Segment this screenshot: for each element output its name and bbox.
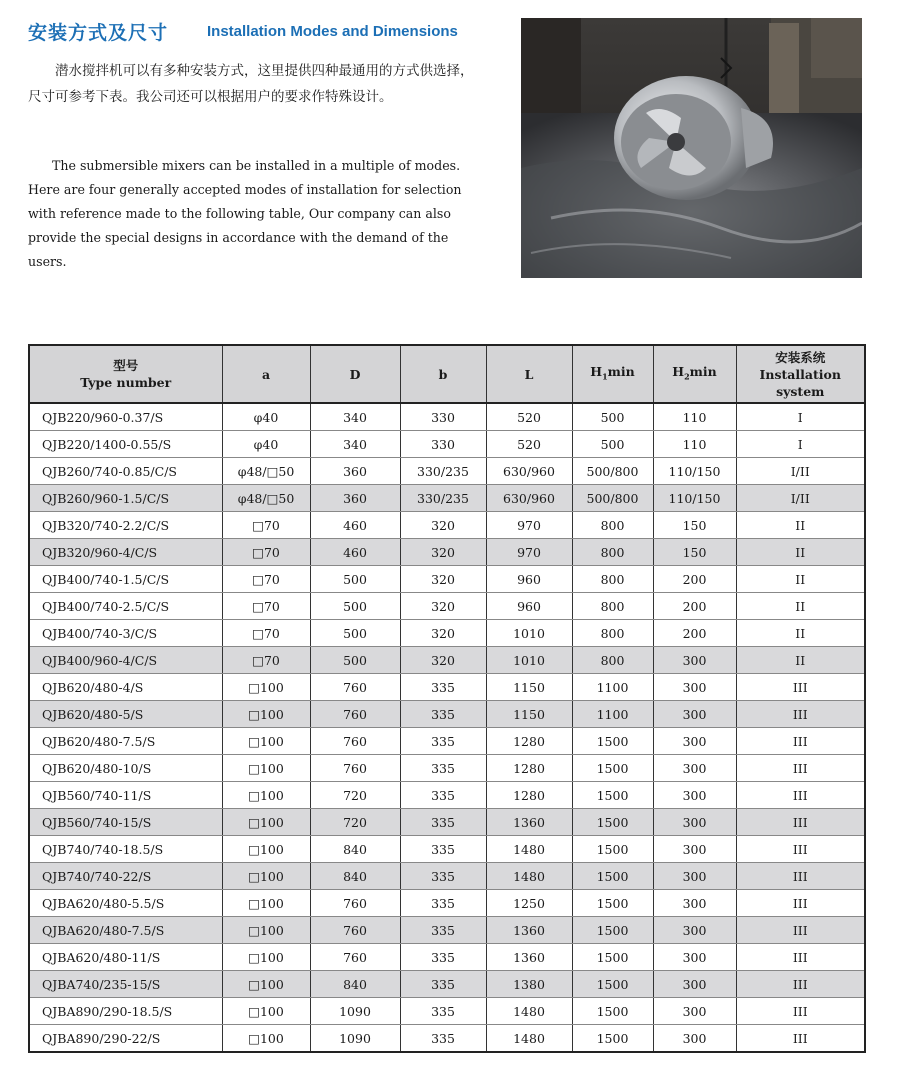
cell-L: 1250 [486, 890, 572, 917]
cell-a: □70 [222, 620, 310, 647]
cell-h1min: 1500 [572, 890, 653, 917]
cell-b: 320 [400, 512, 486, 539]
cell-a: φ48/□50 [222, 485, 310, 512]
table-row [29, 1025, 865, 1053]
cell-b: 335 [400, 1025, 486, 1053]
cell-h1min: 800 [572, 620, 653, 647]
cell-h1min: 500/800 [572, 485, 653, 512]
cell-D: 360 [310, 485, 400, 512]
cell-type-number: QJB740/740-22/S [29, 863, 222, 890]
cell-type-number: QJB740/740-18.5/S [29, 836, 222, 863]
cell-installation-system: III [736, 998, 865, 1025]
cell-h1min: 1500 [572, 971, 653, 998]
header-h1min [572, 345, 653, 403]
cell-a: □100 [222, 836, 310, 863]
table-body [29, 403, 865, 1052]
cell-installation-system: III [736, 944, 865, 971]
dimensions-table [28, 344, 866, 1053]
table-row [29, 971, 865, 998]
cell-h2min: 300 [653, 836, 736, 863]
cell-h2min: 300 [653, 674, 736, 701]
cell-h2min: 300 [653, 917, 736, 944]
cell-type-number: QJBA620/480-5.5/S [29, 890, 222, 917]
cell-h2min: 300 [653, 998, 736, 1025]
cell-b: 330/235 [400, 485, 486, 512]
header-installation-system [736, 345, 865, 403]
cell-h2min: 300 [653, 944, 736, 971]
cell-D: 340 [310, 403, 400, 431]
table-row [29, 593, 865, 620]
cell-h1min: 800 [572, 539, 653, 566]
cell-h2min: 200 [653, 566, 736, 593]
cell-type-number: QJB320/960-4/C/S [29, 539, 222, 566]
cell-D: 460 [310, 512, 400, 539]
cell-L: 1010 [486, 647, 572, 674]
cell-installation-system: III [736, 971, 865, 998]
cell-h2min: 110 [653, 431, 736, 458]
cell-L: 1480 [486, 863, 572, 890]
cell-D: 760 [310, 674, 400, 701]
cell-installation-system: III [736, 1025, 865, 1053]
cell-a: □100 [222, 809, 310, 836]
header-h2-sub: 2 [684, 371, 690, 382]
cell-b: 335 [400, 782, 486, 809]
table-row [29, 539, 865, 566]
mixer-photo [521, 18, 862, 278]
cell-a: □70 [222, 539, 310, 566]
cell-h2min: 300 [653, 863, 736, 890]
table-row [29, 890, 865, 917]
table-row [29, 566, 865, 593]
intro-paragraph-en: The submersible mixers can be installed in a multiple of modes. Here are four generally accepted modes of installation for selection with reference made to the following table, Our company can also provide the special designs in accordance with the demand of the users. [28, 158, 462, 269]
cell-D: 500 [310, 593, 400, 620]
cell-D: 760 [310, 701, 400, 728]
cell-h2min: 300 [653, 755, 736, 782]
cell-h1min: 1500 [572, 863, 653, 890]
cell-D: 760 [310, 890, 400, 917]
cell-h1min: 1500 [572, 782, 653, 809]
cell-h1min: 1500 [572, 944, 653, 971]
cell-h1min: 1500 [572, 809, 653, 836]
cell-installation-system: II [736, 512, 865, 539]
cell-a: □100 [222, 1025, 310, 1053]
cell-b: 320 [400, 620, 486, 647]
cell-L: 1480 [486, 1025, 572, 1053]
cell-installation-system: III [736, 755, 865, 782]
table-row [29, 674, 865, 701]
cell-a: □100 [222, 755, 310, 782]
cell-a: □100 [222, 944, 310, 971]
table-row [29, 944, 865, 971]
cell-type-number: QJB320/740-2.2/C/S [29, 512, 222, 539]
cell-D: 720 [310, 809, 400, 836]
cell-a: □100 [222, 971, 310, 998]
table-row [29, 755, 865, 782]
cell-a: φ40 [222, 403, 310, 431]
cell-installation-system: III [736, 917, 865, 944]
cell-h1min: 800 [572, 512, 653, 539]
cell-a: □100 [222, 701, 310, 728]
cell-type-number: QJB220/960-0.37/S [29, 403, 222, 431]
header-h1-suffix: min [607, 363, 635, 379]
cell-D: 840 [310, 971, 400, 998]
cell-a: □100 [222, 890, 310, 917]
cell-b: 330 [400, 403, 486, 431]
cell-installation-system: II [736, 566, 865, 593]
cell-installation-system: II [736, 620, 865, 647]
header-D: D [310, 345, 400, 403]
cell-L: 1380 [486, 971, 572, 998]
cell-L: 630/960 [486, 458, 572, 485]
cell-a: □100 [222, 998, 310, 1025]
table-row [29, 863, 865, 890]
header-type-number [29, 345, 222, 403]
cell-b: 320 [400, 566, 486, 593]
cell-installation-system: III [736, 728, 865, 755]
header-type-en: Type number [80, 375, 172, 390]
cell-a: □70 [222, 647, 310, 674]
cell-h1min: 800 [572, 593, 653, 620]
cell-L: 960 [486, 566, 572, 593]
cell-b: 335 [400, 971, 486, 998]
table-row [29, 620, 865, 647]
cell-h2min: 300 [653, 809, 736, 836]
cell-installation-system: II [736, 647, 865, 674]
cell-type-number: QJB220/1400-0.55/S [29, 431, 222, 458]
cell-h1min: 1500 [572, 755, 653, 782]
cell-h1min: 800 [572, 647, 653, 674]
cell-a: □70 [222, 566, 310, 593]
cell-L: 1010 [486, 620, 572, 647]
cell-h2min: 150 [653, 539, 736, 566]
cell-a: φ40 [222, 431, 310, 458]
cell-D: 1090 [310, 998, 400, 1025]
table-row [29, 782, 865, 809]
cell-b: 320 [400, 647, 486, 674]
header-h2min [653, 345, 736, 403]
cell-type-number: QJB620/480-5/S [29, 701, 222, 728]
cell-h1min: 1500 [572, 917, 653, 944]
cell-L: 1280 [486, 782, 572, 809]
cell-b: 320 [400, 593, 486, 620]
cell-D: 720 [310, 782, 400, 809]
table-row [29, 403, 865, 431]
cell-a: □100 [222, 917, 310, 944]
cell-D: 1090 [310, 1025, 400, 1053]
cell-installation-system: I [736, 431, 865, 458]
section-title-en: Installation Modes and Dimensions [207, 23, 458, 40]
cell-b: 335 [400, 890, 486, 917]
cell-L: 520 [486, 431, 572, 458]
table-row [29, 836, 865, 863]
cell-D: 340 [310, 431, 400, 458]
cell-b: 320 [400, 539, 486, 566]
table-row [29, 809, 865, 836]
cell-a: φ48/□50 [222, 458, 310, 485]
cell-a: □100 [222, 674, 310, 701]
cell-h2min: 200 [653, 593, 736, 620]
table-row [29, 701, 865, 728]
cell-type-number: QJBA890/290-18.5/S [29, 998, 222, 1025]
cell-h1min: 500 [572, 431, 653, 458]
cell-installation-system: III [736, 701, 865, 728]
cell-type-number: QJBA620/480-11/S [29, 944, 222, 971]
cell-b: 335 [400, 863, 486, 890]
cell-h2min: 300 [653, 971, 736, 998]
cell-type-number: QJB400/740-1.5/C/S [29, 566, 222, 593]
cell-L: 1150 [486, 701, 572, 728]
cell-h1min: 1500 [572, 836, 653, 863]
cell-h2min: 300 [653, 728, 736, 755]
cell-a: □100 [222, 782, 310, 809]
cell-D: 500 [310, 620, 400, 647]
cell-type-number: QJB620/480-7.5/S [29, 728, 222, 755]
cell-type-number: QJB560/740-11/S [29, 782, 222, 809]
cell-h2min: 300 [653, 647, 736, 674]
cell-installation-system: III [736, 782, 865, 809]
cell-b: 335 [400, 728, 486, 755]
cell-installation-system: III [736, 863, 865, 890]
cell-h2min: 110/150 [653, 458, 736, 485]
header-h1-sub: 1 [602, 371, 608, 382]
cell-h1min: 1500 [572, 728, 653, 755]
cell-b: 335 [400, 755, 486, 782]
cell-type-number: QJBA620/480-7.5/S [29, 917, 222, 944]
cell-b: 330 [400, 431, 486, 458]
cell-installation-system: I [736, 403, 865, 431]
cell-L: 1280 [486, 728, 572, 755]
cell-type-number: QJB400/740-2.5/C/S [29, 593, 222, 620]
cell-L: 970 [486, 512, 572, 539]
table-row [29, 998, 865, 1025]
cell-D: 760 [310, 755, 400, 782]
cell-D: 360 [310, 458, 400, 485]
cell-a: □70 [222, 512, 310, 539]
cell-h2min: 300 [653, 1025, 736, 1053]
cell-D: 760 [310, 944, 400, 971]
header-h1-letter: H [590, 363, 603, 379]
cell-b: 335 [400, 836, 486, 863]
cell-type-number: QJB560/740-15/S [29, 809, 222, 836]
table-row [29, 728, 865, 755]
cell-L: 630/960 [486, 485, 572, 512]
cell-D: 760 [310, 917, 400, 944]
cell-installation-system: I/II [736, 485, 865, 512]
cell-L: 1150 [486, 674, 572, 701]
cell-D: 460 [310, 539, 400, 566]
cell-h2min: 110 [653, 403, 736, 431]
cell-D: 840 [310, 863, 400, 890]
cell-L: 1360 [486, 944, 572, 971]
cell-L: 1360 [486, 917, 572, 944]
cell-D: 840 [310, 836, 400, 863]
cell-type-number: QJB400/740-3/C/S [29, 620, 222, 647]
header-system-en: Installation system [759, 366, 841, 399]
cell-a: □100 [222, 728, 310, 755]
cell-type-number: QJB620/480-10/S [29, 755, 222, 782]
cell-b: 335 [400, 809, 486, 836]
cell-type-number: QJB260/960-1.5/C/S [29, 485, 222, 512]
cell-type-number: QJB620/480-4/S [29, 674, 222, 701]
cell-D: 760 [310, 728, 400, 755]
cell-h1min: 500 [572, 403, 653, 431]
header-a: a [222, 345, 310, 403]
header-L: L [486, 345, 572, 403]
table-row [29, 431, 865, 458]
cell-h1min: 800 [572, 566, 653, 593]
cell-h1min: 1100 [572, 674, 653, 701]
cell-b: 335 [400, 944, 486, 971]
cell-h2min: 150 [653, 512, 736, 539]
cell-type-number: QJBA890/290-22/S [42, 1030, 161, 1046]
cell-b: 335 [400, 917, 486, 944]
cell-h2min: 110/150 [653, 485, 736, 512]
cell-type-number: QJBA740/235-15/S [29, 971, 222, 998]
cell-installation-system: III [736, 809, 865, 836]
table-row [29, 512, 865, 539]
table-header-row [29, 345, 865, 403]
header-h2-suffix: min [689, 363, 717, 379]
cell-b: 335 [400, 998, 486, 1025]
cell-h1min: 1100 [572, 701, 653, 728]
cell-installation-system: III [736, 674, 865, 701]
cell-L: 520 [486, 403, 572, 431]
cell-a: □100 [222, 863, 310, 890]
section-title-zh: 安装方式及尺寸 [28, 22, 169, 44]
header-b: b [400, 345, 486, 403]
cell-D: 500 [310, 566, 400, 593]
table-row [29, 485, 865, 512]
cell-h2min: 300 [653, 890, 736, 917]
cell-L: 1360 [486, 809, 572, 836]
cell-L: 1480 [486, 998, 572, 1025]
cell-b: 335 [400, 701, 486, 728]
cell-h1min: 1500 [572, 1025, 653, 1053]
table-row [29, 458, 865, 485]
cell-L: 970 [486, 539, 572, 566]
cell-h1min: 1500 [572, 998, 653, 1025]
cell-h1min: 500/800 [572, 458, 653, 485]
cell-installation-system: II [736, 593, 865, 620]
table-row [29, 647, 865, 674]
header-h2-letter: H [672, 363, 685, 379]
cell-type-number: QJB400/960-4/C/S [29, 647, 222, 674]
cell-installation-system: I/II [736, 458, 865, 485]
cell-L: 1480 [486, 836, 572, 863]
cell-h2min: 200 [653, 620, 736, 647]
cell-h2min: 300 [653, 701, 736, 728]
cell-h2min: 300 [653, 782, 736, 809]
cell-L: 960 [486, 593, 572, 620]
cell-installation-system: III [736, 836, 865, 863]
header-system-zh: 安装系统 [775, 349, 826, 365]
cell-type-number: QJB260/740-0.85/C/S [29, 458, 222, 485]
cell-installation-system: III [736, 890, 865, 917]
cell-D: 500 [310, 647, 400, 674]
table-row [29, 917, 865, 944]
header-type-zh: 型号 [113, 358, 139, 373]
cell-b: 335 [400, 674, 486, 701]
cell-a: □70 [222, 593, 310, 620]
cell-b: 330/235 [400, 458, 486, 485]
cell-installation-system: II [736, 539, 865, 566]
intro-paragraph-zh: 潜水搅拌机可以有多种安装方式，这里提供四种最通用的方式供选择，尺寸可参考下表。我公司还可以根据用户的要求作特殊设计。 [28, 63, 474, 105]
cell-L: 1280 [486, 755, 572, 782]
